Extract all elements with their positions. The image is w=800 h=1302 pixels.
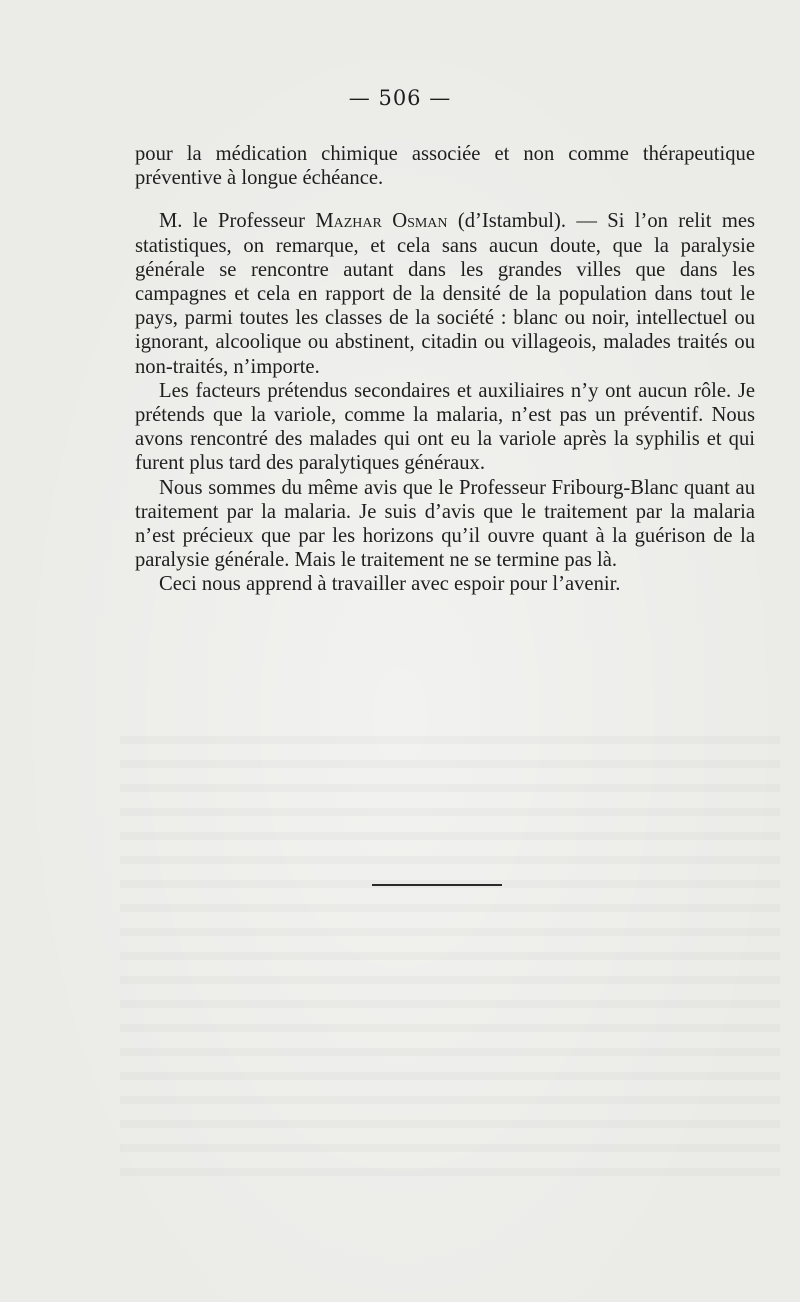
- speaker-intro: M. le Professeur: [159, 210, 316, 233]
- body-text: [135, 142, 755, 597]
- paragraph-3: Les facteurs prétendus secondaires et auxiliaires n’y ont aucun rôle. Je prétends que la variole, comme la malaria, n’est pas un préventif. Nous avons rencontré des malades qui ont eu la variole après la syphilis et qui furent plus tard des paralytiques généraux.: [135, 379, 755, 475]
- paragraph-5: Ceci nous apprend à travailler avec espoir pour l’avenir.: [159, 573, 621, 596]
- show-through-texture: [120, 720, 780, 1180]
- paragraph-2-body: (d’Istambul). — Si l’on relit mes statistiques, on remarque, et cela sans aucun doute, que la paralysie générale se rencontre autant dans les grandes villes que dans les campagnes et cela en rapport de la densité de la population dans tout le pays, parmi toutes les classes de la société : blanc ou noir, intellectuel ou ignorant, alcoolique ou abstinent, citadin ou villageois, malades traités ou non-traités, n’importe.: [135, 210, 755, 378]
- section-divider-rule: [372, 884, 502, 886]
- page-number: — 506 —: [348, 86, 452, 110]
- paragraph-2: [135, 209, 755, 378]
- speaker-name: Mazhar Osman: [315, 210, 448, 233]
- paragraph-1: pour la médication chimique associée et non comme thérapeutique préventive à longue échéance.: [135, 143, 755, 190]
- paragraph-4: Nous sommes du même avis que le Professeur Fribourg-Blanc quant au traitement par la malaria. Je suis d’avis que le traitement par la malaria n’est précieux que par les horizons qu’il ouvre quant à la guérison de la paralysie générale. Mais le traitement ne se termine pas là.: [135, 476, 755, 572]
